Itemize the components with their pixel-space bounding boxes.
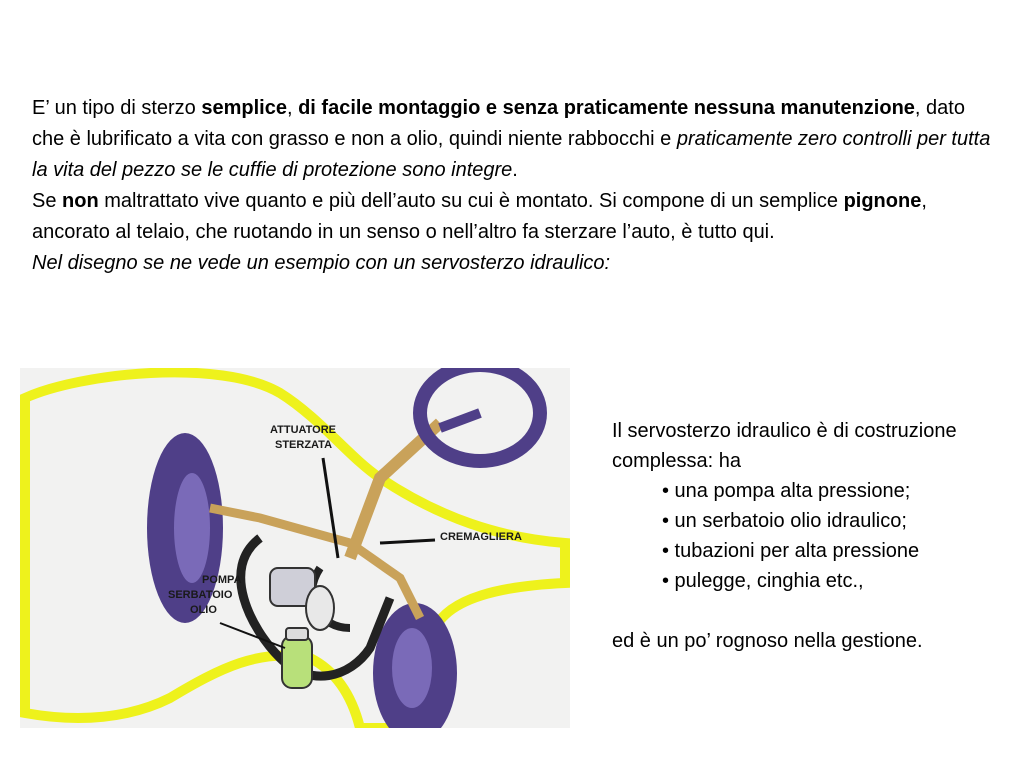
callout-line-actuator	[323, 458, 338, 558]
side-closing: ed è un po’ rognoso nella gestione.	[612, 630, 923, 652]
feature-list	[612, 476, 1022, 596]
label-pump-line2: SERBATOIO	[168, 589, 233, 601]
oil-reservoir	[282, 636, 312, 688]
label-pump-line1: POMPA	[202, 574, 242, 586]
intro-text	[32, 93, 992, 279]
intro-paragraph-3: Nel disegno se ne vede un esempio con un servosterzo idraulico:	[32, 252, 611, 274]
spacer	[612, 596, 1022, 626]
steering-spoke	[440, 413, 480, 428]
label-actuator-line2: STERZATA	[275, 439, 333, 451]
right-wheel-hub	[392, 628, 432, 708]
steering-diagram	[20, 368, 570, 728]
list-item: • pulegge, cinghia etc.,	[662, 570, 864, 592]
pump-pulley	[306, 586, 334, 630]
intro-paragraph-1: E’ un tipo di sterzo semplice, di facile montaggio e senza praticamente nessuna manutenzione, dato che è lubrificato a vita con grasso e non a olio, quindi niente rabbocchi e praticamente zero controlli per tutta la vita del pezzo se le cuffie di protezione sono integre.	[32, 97, 991, 181]
left-wheel-hub	[174, 473, 210, 583]
side-intro: Il servosterzo idraulico è di costruzione complessa: ha	[612, 420, 957, 472]
label-pump-line3: OLIO	[190, 604, 217, 616]
label-rack: CREMAGLIERA	[440, 531, 522, 543]
list-item: • un serbatoio olio idraulico;	[662, 510, 907, 532]
label-actuator-line1: ATTUATORE	[270, 424, 336, 436]
intro-paragraph-2: Se non maltrattato vive quanto e più dell’auto su cui è montato. Si compone di un semplice pignone, ancorato al telaio, che ruotando in un senso o nell’altro fa sterzare l’auto, è tutto qui.	[32, 190, 927, 243]
list-item: • una pompa alta pressione;	[662, 480, 911, 502]
side-text	[612, 416, 1022, 656]
reservoir-cap	[286, 628, 308, 640]
list-item: • tubazioni per alta pressione	[662, 540, 920, 562]
callout-line-rack	[380, 540, 435, 543]
